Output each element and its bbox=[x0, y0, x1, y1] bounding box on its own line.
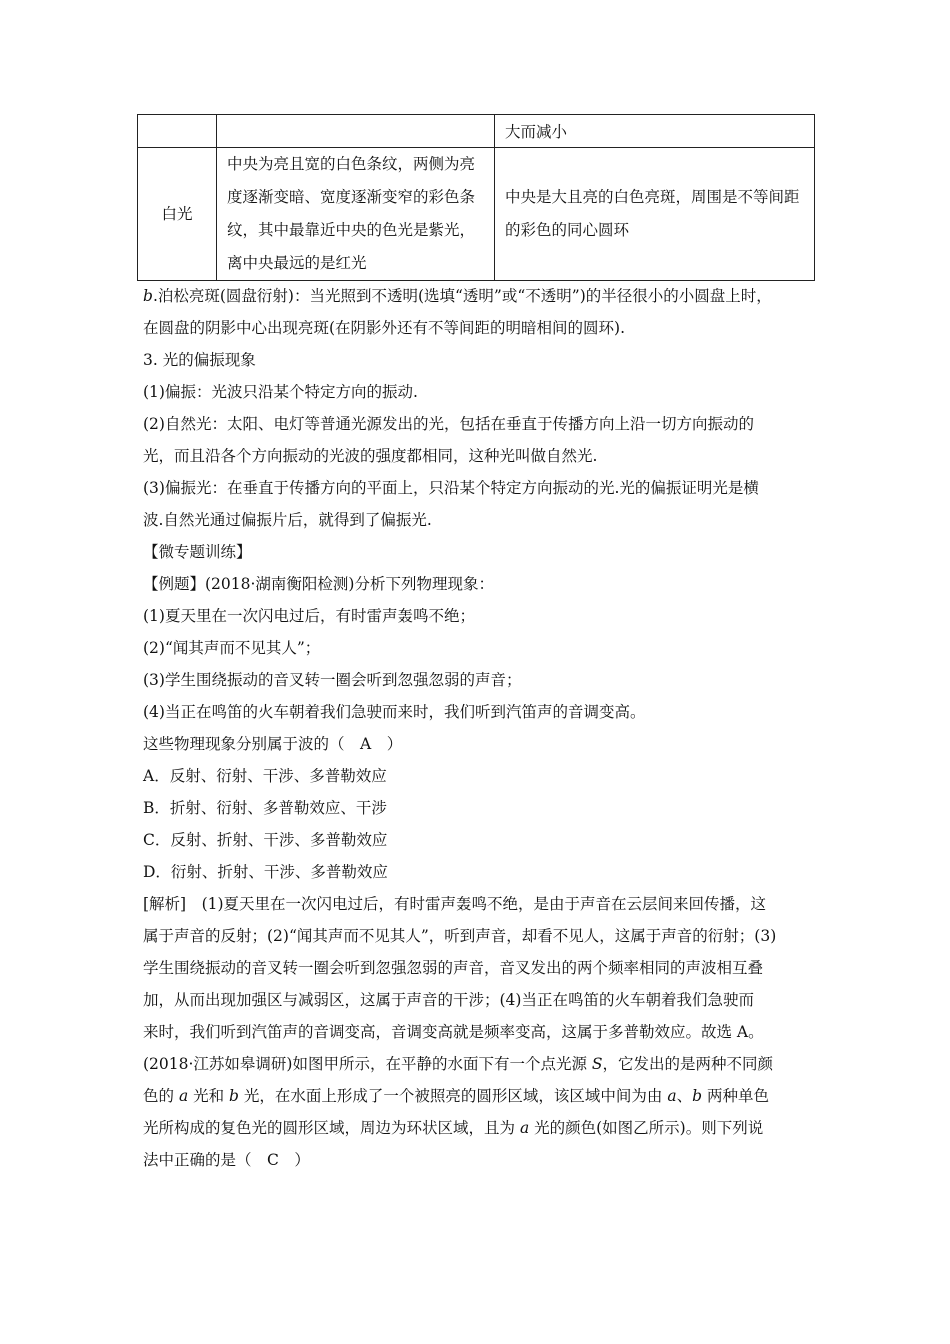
problem-line bbox=[143, 1052, 773, 1074]
problem-text: 色的 bbox=[143, 1087, 179, 1105]
table-row bbox=[138, 115, 815, 148]
question: 这些物理现象分别属于波的（ A ） bbox=[143, 735, 403, 753]
option-a: A．反射、衍射、干涉、多普勒效应 bbox=[143, 767, 387, 785]
problem-text: ，它发出的是两种不同颜 bbox=[602, 1055, 774, 1073]
problem-text: 、 bbox=[676, 1087, 693, 1105]
problem-line: 法中正确的是（ C ） bbox=[143, 1151, 310, 1169]
poisson-line-1 bbox=[143, 284, 772, 306]
option-d: D．衍射、折射、干涉、多普勒效应 bbox=[143, 863, 388, 881]
variable: S bbox=[591, 1055, 603, 1073]
variable: b bbox=[692, 1087, 703, 1105]
table-cell: 中央是大且亮的白色亮斑，周围是不等间距的彩色的同心圆环 bbox=[495, 148, 815, 281]
table-cell: 大而减小 bbox=[495, 115, 815, 148]
problem-line bbox=[143, 1084, 769, 1106]
list-item: (2)“闻其声而不见其人”； bbox=[143, 639, 321, 657]
problem-text: 光所构成的复色光的圆形区域，周边为环状区域，且为 bbox=[143, 1119, 520, 1137]
paragraph: 光，而且沿各个方向振动的光波的强度都相同，这种光叫做自然光. bbox=[143, 447, 598, 465]
problem-text: 两种单色 bbox=[702, 1087, 769, 1105]
training-heading: 【微专题训练】 bbox=[143, 543, 252, 561]
problem-line bbox=[143, 1116, 763, 1138]
problem-text: 光，在水面上形成了一个被照亮的圆形区域，该区域中间为由 bbox=[238, 1087, 668, 1105]
analysis-line: [解析] (1)夏天里在一次闪电过后，有时雷声轰鸣不绝，是由于声音在云层间来回传播，这 bbox=[143, 895, 767, 913]
table-row-label: 白光 bbox=[138, 148, 217, 281]
problem-text: 光和 bbox=[188, 1087, 230, 1105]
paragraph: 波.自然光通过偏振片后，就得到了偏振光. bbox=[143, 511, 432, 529]
variable: a bbox=[519, 1119, 530, 1137]
poisson-text: .泊松亮斑(圆盘衍射)：当光照到不透明(选填“透明”或“不透明”)的半径很小的小圆盘上时， bbox=[152, 287, 772, 305]
paragraph: (2)自然光：太阳、电灯等普通光源发出的光，包括在垂直于传播方向上沿一切方向振动的 bbox=[143, 415, 754, 433]
variable: b bbox=[229, 1087, 239, 1105]
list-item: (4)当正在鸣笛的火车朝着我们急驶而来时，我们听到汽笛声的音调变高。 bbox=[143, 703, 646, 721]
analysis-line: 学生围绕振动的音叉转一圈会听到忽强忽弱的声音，音叉发出的两个频率相同的声波相互叠 bbox=[143, 959, 764, 977]
diffraction-table bbox=[137, 114, 815, 281]
table-row bbox=[138, 148, 815, 281]
analysis-line: 来时，我们听到汽笛声的音调变高，音调变高就是频率变高，这属于多普勒效应。故选 A。 bbox=[143, 1023, 764, 1041]
table-cell bbox=[217, 115, 495, 148]
example-intro: 【例题】(2018·湖南衡阳检测)分析下列物理现象： bbox=[143, 575, 494, 593]
variable: a bbox=[178, 1087, 189, 1105]
poisson-line-2: 在圆盘的阴影中心出现亮斑(在阴影外还有不等间距的明暗相间的圆环). bbox=[143, 319, 626, 337]
problem-text: (2018·江苏如皋调研)如图甲所示，在平静的水面下有一个点光源 bbox=[143, 1055, 592, 1073]
analysis-line: 属于声音的反射；(2)“闻其声而不见其人”，听到声音，却看不见人，这属于声音的衍射；(3) bbox=[143, 927, 777, 945]
paragraph: (1)偏振：光波只沿某个特定方向的振动. bbox=[143, 383, 418, 401]
list-item: (1)夏天里在一次闪电过后，有时雷声轰鸣不绝； bbox=[143, 607, 475, 625]
table-cell bbox=[138, 115, 217, 148]
table-cell: 中央为亮且宽的白色条纹，两侧为亮度逐渐变暗、宽度逐渐变窄的彩色条纹，其中最靠近中央的色光是紫光，离中央最远的是红光 bbox=[217, 148, 495, 281]
analysis-line: 加，从而出现加强区与减弱区，这属于声音的干涉；(4)当正在鸣笛的火车朝着我们急驶而 bbox=[143, 991, 754, 1009]
option-c: C．反射、折射、干涉、多普勒效应 bbox=[143, 831, 388, 849]
list-item: (3)学生围绕振动的音叉转一圈会听到忽强忽弱的声音； bbox=[143, 671, 522, 689]
variable: a bbox=[667, 1087, 677, 1105]
poisson-letter: b bbox=[143, 287, 153, 305]
paragraph: (3)偏振光：在垂直于传播方向的平面上，只沿某个特定方向振动的光.光的偏振证明光是横 bbox=[143, 479, 759, 497]
section-title: 3. 光的偏振现象 bbox=[143, 351, 256, 369]
option-b: B．折射、衍射、多普勒效应、干涉 bbox=[143, 799, 387, 817]
problem-text: 光的颜色(如图乙所示)。则下列说 bbox=[529, 1119, 764, 1137]
